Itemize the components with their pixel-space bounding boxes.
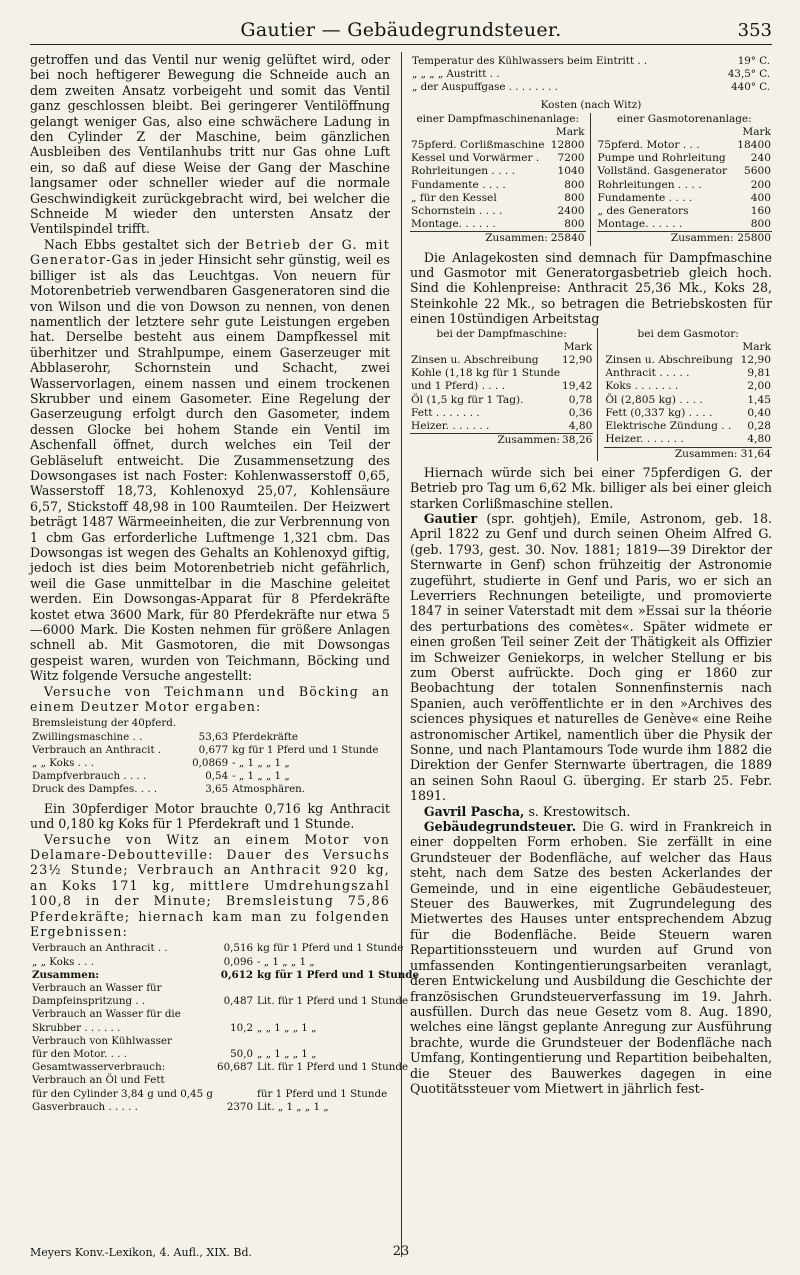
- table-row: und 1 Pferd) . . . . 19,42: [411, 380, 593, 393]
- subheading: Versuche von Teichmann und Böcking an einem Deutzer Motor ergaben:: [30, 683, 390, 715]
- table-row: Montage. . . . . . 800: [411, 218, 585, 231]
- entry-gebaeudegrundsteuer: Gebäudegrundsteuer. Die G. wird in Frankreich in einer doppelten Form erhoben. Sie zerfällt in eine Grundsteuer der Bodenfläche, auf welcher das Haus steht, nach dem Satze des besten Ackerlandes der Gemeinde, und in eine eigentliche Gebäudesteuer, Steuer des Bauwerkes, mit Zugrundelegung des Mietwertes des Hauses unter entsprechendem Abzug für die Bodenfläche. Beide Steuern waren Repartitionssteuern und wurden auf Grund von umfassenden Kontingentierungsarbeiten veranlagt, deren Entwickelung und Ausbildung die Geschichte der französischen Grundsteuerverfassung im 19. Jahrh. ausfüllen. Durch das neue Gesetz vom 8. Aug. 1890, welches eine längst geplante Anregung zur Ausführung brachte, wurde die Grundsteuer der Bodenfläche nach Umfang, Kontingentierung und Repartition beibehalten, die Steuer des Bauwerkes dagegen in eine Quotitätssteuer vom Mietwert in jährlich fest-: [410, 819, 772, 1096]
- table-row: Druck des Dampfes. . . . 3,65 Atmosphären.: [32, 783, 306, 796]
- table-row: Dampfeinspritzung . . 0,487 Lit. für 1 Pferd und 1 Stunde: [32, 995, 409, 1008]
- table-row: „ des Generators 160: [597, 205, 771, 218]
- table-row: 75pferd. Motor . . . 18400: [597, 139, 771, 152]
- paragraph: Nach Ebbs gestaltet sich der Betrieb der G. mit Generator-Gas in jeder Hinsicht sehr günstig, weil es billiger ist als das Leuchtgas. Von neuern für Motorenbetrieb verwendbaren Gasgeneratoren sind die von Wilson und die von Dowson zu nennen, von denen namentlich der letztere sehr gute Leistungen ergeben hat. Derselbe besteht aus einem Dampfkessel mit überhitzer und Strahlpumpe, einem Gaserzeuger mit Abblaserohr, Schornstein und Schacht, zwei Wasservorlagen, einem nassen und einem trockenen Skrubber und einem Gasometer. Eine Regelung der Gaserzeugung erfolgt durch den Gasometer, indem dessen Glocke bei hohem Stande ein Ventil im Aschenfall öffnet, durch welches ein Teil der Gebläseluft entweicht. Die Zusammensetzung des Dowsongases ist nach Foster: Kohlenwasserstoff 0,65, Wasserstoff 18,73, Kohlenoxyd 25,07, Kohlensäure 6,57, Stickstoff 48,98 in 100 Raumteilen. Der Heizwert beträgt 1487 Wärmeeinheiten, die zur Verbrennung von 1 cbm Gas erforderliche Luftmenge 1,321 cbm. Das Dowsongas ist wegen des Gehalts an Kohlenoxyd giftig, jedoch ist dies beim Motorenbetrieb nicht gefährlich, weil die Gase unmittelbar in die Maschine geleitet werden. Ein Dowsongas-Apparat für 8 Pferdekräfte kostet etwa 3600 Mark, für 80 Pferdekräfte nur etwa 5—6000 Mark. Die Kosten nehmen für größere Anlagen schnell ab. Mit Gasmotoren, die mit Dowsongas gespeist waren, wurden von Teichmann, Böcking und Witz folgende Versuche angestellt:: [30, 236, 390, 684]
- entry-gautier: Gautier (spr. gohtjeh), Emile, Astronom, geb. 18. April 1822 zu Genf und durch seinen Oheim Alfred G. (geb. 1793, gest. 30. Nov. 1881; 1819—39 Direktor der Sternwarte in Genf) schon frühzeitig der Astronomie zugeführt, studierte in Genf und Paris, wo er sich an Leverriers Rechnungen beteiligte, und promovierte 1847 in seiner Vaterstadt mit dem »Essai sur la théorie des perturbations des comètes«. Später widmete er einen großen Teil seiner Zeit der Thätigkeit als Offizier im Schweizer Geniekorps, in welcher Stellung er bis zum Oberst aufrückte. Doch ging er 1860 zur Beobachtung der totalen Sonnenfinsternis nach Spanien, auch veröffentlichte er in den »Archives des sciences physiques et naturelles de Genève« eine Reihe astronomischer Artikel, namentlich über die Physik der Sonne, und nach Plantamours Tode wurde ihm 1882 die Direktion der Genfer Sternwarte übertragen, die 1889 an seinen Sohn Raoul G. überging. Er starb 25. Febr. 1891.: [410, 510, 772, 804]
- total-row: Zusammen: 38,26: [410, 434, 593, 448]
- paragraph: Ein 30pferdiger Motor brauchte 0,716 kg Anthracit und 0,180 kg Koks für 1 Pferdekraft und 1 Stunde.: [30, 800, 390, 832]
- teichmann-table: [30, 717, 390, 796]
- page-number: 353: [737, 20, 772, 41]
- right-column: [410, 52, 772, 1096]
- table-row: „ „ Koks . . . 0,0869 - „ 1 „ „ 1 „: [32, 757, 290, 770]
- table-row: für den Cylinder 3,84 g und 0,45 g für 1 Pferd und 1 Stunde: [32, 1087, 388, 1100]
- table-row: Dampfverbrauch . . . . 0,54 - „ 1 „ „ 1 „: [32, 770, 290, 783]
- table-row: Zwillingsmaschine . . 53,63 Pferdekräfte: [32, 730, 298, 743]
- table-row: Zusammen: 0,612 kg für 1 Pferd und 1 Stunde: [32, 968, 419, 981]
- table-row: Zinsen u. Abschreibung 12,90: [411, 354, 593, 367]
- table-row: Verbrauch von Kühlwasser: [32, 1034, 172, 1047]
- gas-table: Mark 75pferd. Motor . . . 18400 Pumpe und Rohrleitung 240 Vollständ. Gasgenerator 5600 Rohrleitungen . . . . 200 Fundamente . . . . 400 „ des Generators 160 Montage. . . . . . 800 Zusammen: 25800: [597, 125, 771, 245]
- betrieb-tables: [410, 328, 772, 461]
- temperature-table: [410, 55, 772, 95]
- table-row: Temperatur des Kühlwassers beim Eintritt . . 19° C.: [412, 55, 770, 67]
- table-row: für den Motor. . . . 50,0 „ „ 1 „ „ 1 „: [32, 1047, 317, 1060]
- table-row: Heizer. . . . . . . 4,80: [411, 420, 593, 433]
- footer-imprint: Meyers Konv.-Lexikon, 4. Aufl., XIX. Bd.: [30, 1246, 253, 1259]
- table-row: Schornstein . . . . 2400: [411, 205, 585, 218]
- table-row: Anthracit . . . . . 9,81: [605, 367, 771, 380]
- paragraph: getroffen und das Ventil nur wenig gelüftet wird, oder bei noch heftigerer Bewegung die Schneide auch an dem zweiten Ansatz vorbeigeht und somit das Ventil ganz geschlossen bleibt. Bei geringerer Ventilöffnung gelangt weniger Gas, also eine schwächere Ladung in den Cylinder Z der Maschine, beim gänzlichen Ausbleiben des Ventilanhubs tritt nur Gas ohne Luft ein, so daß auf diese Weise der Gang der Maschine langsamer oder schneller wieder auf die normale Geschwindigkeit zurückgebracht wird, bei welcher die Schneide M wieder den untersten Ansatz der Ventilspindel trifft.: [30, 52, 390, 237]
- table-row: Öl (1,5 kg für 1 Tag). 0,78: [411, 393, 593, 406]
- total-row: Zusammen: 31,64: [604, 447, 772, 461]
- table-row: Skrubber . . . . . . 10,2 „ „ 1 „ „ 1 „: [32, 1021, 317, 1034]
- bd-table: Mark Zinsen u. Abschreibung 12,90 Kohle (1,18 kg für 1 Stunde und 1 Pferd) . . . . 19,42 Öl (1,5 kg für 1 Tag). 0,78 Fett . . . . . . . 0,36 Heizer. . . . . . . 4,80 Zusammen: 38,26: [411, 340, 593, 447]
- bg-heading: bei dem Gasmotor:: [637, 327, 739, 340]
- table-row: Elektrische Zündung . . 0,28: [605, 420, 771, 433]
- table-row: Bremsleistung der 40pferd.: [32, 717, 177, 730]
- table-row: Öl (2,805 kg) . . . . 1,45: [605, 393, 771, 406]
- table-row: Gesamtwasserverbrauch: 60,687 Lit. für 1 Pferd und 1 Stunde: [32, 1061, 409, 1074]
- table-row: Vollständ. Gasgenerator 5600: [597, 165, 771, 178]
- table-row: Koks . . . . . . . 2,00: [605, 380, 771, 393]
- table-row: Heizer. . . . . . . 4,80: [605, 433, 771, 446]
- header-title: Gautier — Gebäudegrundsteuer.: [240, 19, 562, 41]
- witz-table: [30, 942, 421, 1114]
- table-row: Montage. . . . . . 800: [597, 218, 771, 231]
- total-row: Zusammen: 25800: [597, 232, 773, 246]
- bd-heading: bei der Dampfmaschine:: [436, 327, 567, 340]
- entry-gavril: Gavril Pascha, s. Krestowitsch.: [423, 803, 631, 819]
- running-header: [30, 18, 772, 45]
- table-row: Fundamente . . . . 800: [411, 178, 585, 191]
- table-row: Rohrleitungen . . . . 1040: [411, 165, 585, 178]
- table-row: Kessel und Vorwärmer . 7200: [411, 152, 585, 165]
- page: [30, 18, 772, 1258]
- gas-heading: einer Gasmotorenanlage:: [616, 112, 752, 125]
- table-row: Verbrauch an Anthracit . 0,677 kg für 1 Pferd und 1 Stunde: [32, 743, 379, 756]
- dampf-table: Mark 75pferd. Corlißmaschine 12800 Kessel und Vorwärmer . 7200 Rohrleitungen . . . . 1040 Fundamente . . . . 800 „ für den Kessel 800 Schornstein . . . . 2400 Montage. . . . . . 800 Zusammen: 25840: [411, 125, 585, 245]
- table-row: Zinsen u. Abschreibung 12,90: [605, 354, 771, 367]
- table-row: Fett (0,337 kg) . . . . 0,40: [605, 406, 771, 419]
- table-row: Verbrauch an Öl und Fett: [32, 1074, 165, 1087]
- table-row: Verbrauch an Anthracit . . 0,516 kg für 1 Pferd und 1 Stunde: [32, 942, 404, 955]
- kosten-tables: [410, 113, 772, 246]
- table-row: „ „ Koks . . . 0,096 - „ 1 „ „ 1 „: [32, 955, 315, 968]
- paragraph: Versuche von Witz an einem Motor von Delamare-Deboutteville: Dauer des Versuchs 23½ Stunde; Verbrauch an Anthracit 920 kg, an Koks 171 kg, mittlere Umdrehungszahl 100,8 in der Minute; Bremsleistung 75,86 Pferdekräfte; hiernach kam man zu folgenden Ergebnissen:: [30, 831, 390, 939]
- bg-table: Mark Zinsen u. Abschreibung 12,90 Anthracit . . . . . 9,81 Koks . . . . . . . 2,00 Öl (2,805 kg) . . . . 1,45 Fett (0,337 kg) . . . . 0,40 Elektrische Zündung . . 0,28 Heizer. . . . . . . 4,80 Zusammen: 31,64: [605, 340, 771, 460]
- table-row: Rohrleitungen . . . . 200: [597, 178, 771, 191]
- total-row: Zusammen: 25840: [410, 232, 586, 246]
- left-column: [30, 52, 419, 1118]
- table-row: „ der Auspuffgase . . . . . . . . 440° C.: [412, 81, 770, 94]
- dampf-heading: einer Dampfmaschinenanlage:: [416, 112, 580, 125]
- table-row: Fett . . . . . . . 0,36: [411, 406, 593, 419]
- paragraph: Hiernach würde sich bei einer 75pferdigen G. der Betrieb pro Tag um 6,62 Mk. billiger als bei einer gleich starken Corlißmaschine stellen.: [410, 464, 772, 511]
- kosten-heading: Kosten (nach Witz): [540, 98, 642, 111]
- table-row: Fundamente . . . . 400: [597, 191, 771, 204]
- table-row: Verbrauch an Wasser für: [32, 981, 162, 994]
- table-row: Pumpe und Rohrleitung 240: [597, 152, 771, 165]
- table-row: Verbrauch an Wasser für die: [32, 1008, 181, 1021]
- signature-mark: 23: [392, 1244, 410, 1259]
- table-row: „ „ „ „ Austritt . . 43,5° C.: [412, 68, 770, 81]
- table-row: „ für den Kessel 800: [411, 191, 585, 204]
- table-row: Kohle (1,18 kg für 1 Stunde: [411, 367, 561, 380]
- table-row: Gasverbrauch . . . . . 2370 Lit. „ 1 „ „ 1 „: [32, 1100, 329, 1113]
- table-row: 75pferd. Corlißmaschine 12800: [411, 139, 585, 152]
- paragraph: Die Anlagekosten sind demnach für Dampfmaschine und Gasmotor mit Generatorgasbetrieb gleich hoch. Sind die Kohlenpreise: Anthracit 25,36 Mk., Koks 28, Steinkohle 22 Mk., so betragen die Betriebskosten für einen 10stündigen Arbeitstag: [410, 249, 772, 327]
